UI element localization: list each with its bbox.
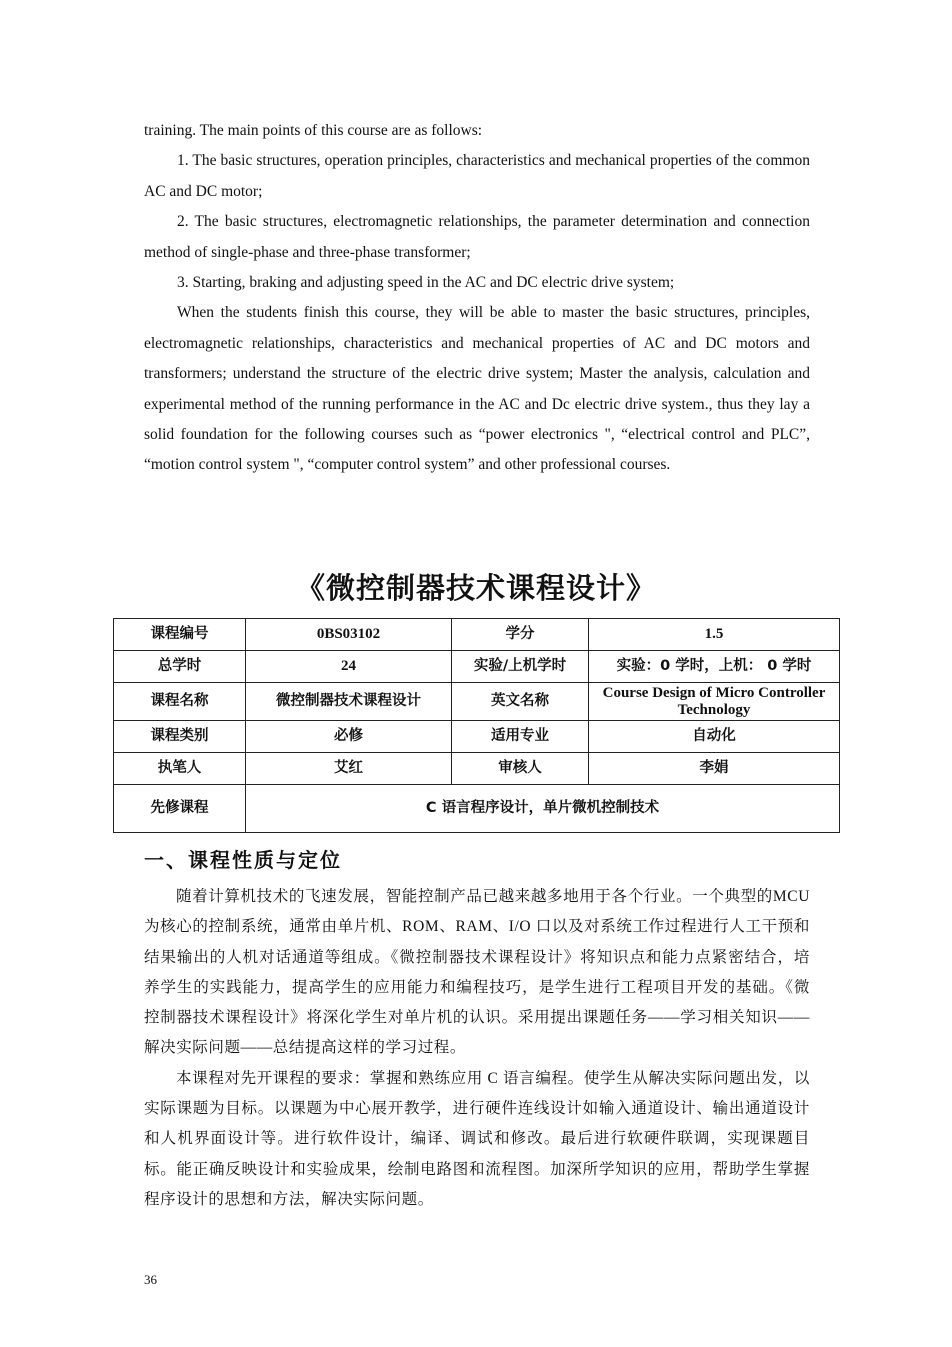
english-name-value: Course Design of Micro Controller Technology: [589, 683, 840, 721]
english-paragraph: 3. Starting, braking and adjusting speed in the AC and DC electric drive system;: [177, 274, 675, 292]
table-row: [114, 753, 840, 785]
course-type-label: 课程类别: [114, 721, 246, 753]
course-name-label: 课程名称: [114, 683, 246, 721]
credit-value: 1.5: [589, 619, 840, 651]
reviewer-value: 李娟: [589, 753, 840, 785]
section-heading: 一、课程性质与定位: [144, 848, 342, 872]
code-label: 课程编号: [114, 619, 246, 651]
table-row: [114, 651, 840, 683]
chinese-paragraph: 随着计算机技术的飞速发展，智能控制产品已越来越多地用于各个行业。一个典型的MCU 为核心的控制系统，通常由单片机、ROM、RAM、I/O 口以及对系统工作过程进行人工干预和结果输出的人机对话通道等组成。《微控制器技术课程设计》将知识点和能力点紧密结合，培养学生的实践能力，提高学生的应用能力和编程技巧，是学生进行工程项目开发的基础。《微控制器技术课程设计》将深化学生对单片机的认识。采用提出课题任务——学习相关知识——解决实际问题——总结提高这样的学习过程。: [144, 888, 810, 1057]
lab-hours-value: 实验：0 学时，上机： 0 学时: [589, 651, 840, 683]
chinese-paragraph: 本课程对先开课程的要求：掌握和熟练应用 C 语言编程。使学生从解决实际问题出发，以实际课题为目标。以课题为中心展开教学，进行硬件连线设计如输入通道设计、输出通道设计和人机界面设计等。进行软件设计，编译、调试和修改。最后进行软硬件联调，实现课题目标。能正确反映设计和实验成果，绘制电路图和流程图。加深所学知识的应用，帮助学生掌握程序设计的思想和方法，解决实际问题。: [144, 1069, 810, 1208]
table-row: [114, 785, 840, 833]
hours-label: 总学时: [114, 651, 246, 683]
course-type-value: 必修: [246, 721, 452, 753]
lab-hours-label: 实验/上机学时: [452, 651, 589, 683]
course-name-value: 微控制器技术课程设计: [246, 683, 452, 721]
table-row: [114, 683, 840, 721]
course-title: 《微控制器技术课程设计》: [295, 571, 656, 605]
prerequisite-label: 先修课程: [114, 785, 246, 833]
table-row: [114, 619, 840, 651]
chinese-section: [144, 882, 810, 1215]
english-name-label: 英文名称: [452, 683, 589, 721]
english-paragraph: 1. The basic structures, operation principles, characteristics and mechanical properties of the common AC and DC motor;: [144, 152, 810, 200]
english-paragraph: training. The main points of this course are as follows:: [144, 122, 483, 139]
course-info-table: [113, 618, 840, 833]
major-value: 自动化: [589, 721, 840, 753]
credit-label: 学分: [452, 619, 589, 651]
english-section: [144, 116, 810, 481]
author-value: 艾红: [246, 753, 452, 785]
reviewer-label: 审核人: [452, 753, 589, 785]
hours-value: 24: [246, 651, 452, 683]
english-paragraph: 2. The basic structures, electromagnetic relationships, the parameter determination and connection method of single-phase and three-phase transformer;: [144, 213, 810, 261]
page-number: 36: [144, 1272, 157, 1287]
prerequisite-value: C 语言程序设计，单片微机控制技术: [246, 785, 840, 833]
english-paragraph: When the students finish this course, they will be able to master the basic structures, principles, electromagnetic relationships, characteristics and mechanical properties of AC and DC motors and transformers; understand the structure of the electric drive system; Master the analysis, calculation and experimental method of the running performance in the AC and Dc electric drive system., thus they lay a solid foundation for the following courses such as “power electronics ", “electrical control and PLC”, “motion control system ", “computer control system” and other professional courses.: [144, 304, 810, 474]
code-value: 0BS03102: [246, 619, 452, 651]
author-label: 执笔人: [114, 753, 246, 785]
table-row: [114, 721, 840, 753]
major-label: 适用专业: [452, 721, 589, 753]
